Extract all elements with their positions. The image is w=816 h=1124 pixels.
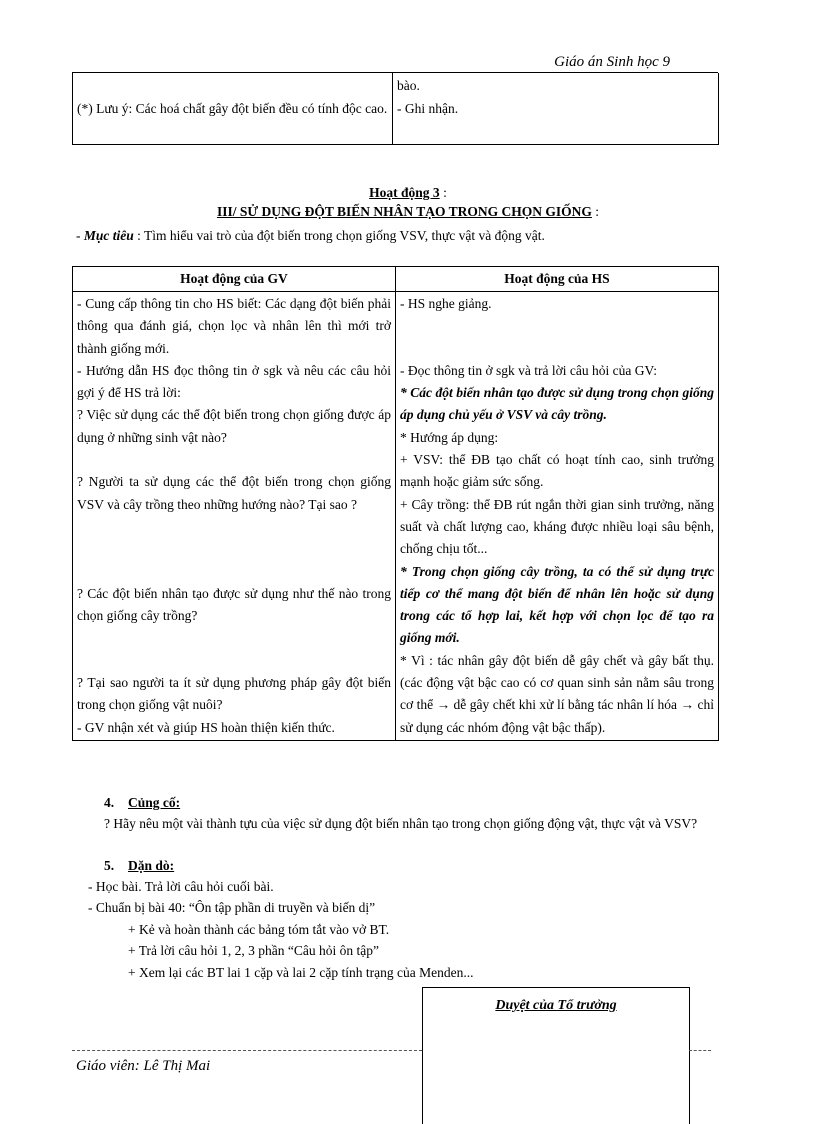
- goal-text: : Tìm hiểu vai trò của đột biến trong chọn giống VSV, thực vật và động vật.: [133, 228, 545, 243]
- header-gv: Hoạt động của GV: [73, 267, 396, 292]
- homework-number: 5.: [104, 858, 115, 873]
- gv-column: [73, 292, 396, 741]
- homework-subitem: + Trả lời câu hỏi 1, 2, 3 phần “Câu hỏi ôn tập”: [128, 943, 379, 959]
- homework-subitem: + Kẻ và hoàn thành các bảng tóm tắt vào vở BT.: [128, 921, 390, 937]
- gv-item: ? Các đột biến nhân tạo được sử dụng như thế nào trong chọn giống cây trồng?: [77, 585, 391, 624]
- footer-rule-right: [689, 1050, 711, 1051]
- section-suffix: :: [591, 204, 600, 219]
- approval-title: Duyệt của Tổ trưởng: [495, 998, 617, 1013]
- homework-item: - Học bài. Trả lời câu hỏi cuối bài.: [88, 879, 274, 894]
- footer-teacher: Giáo viên: Lê Thị Mai: [76, 1058, 211, 1074]
- hs-item: - Đọc thông tin ở sgk và trả lời câu hỏi của GV:: [400, 362, 657, 378]
- gv-item: - Hướng dẫn HS đọc thông tin ở sgk và nêu các câu hỏi gợi ý để HS trả lời:: [77, 362, 391, 401]
- note-toxic-chemicals: (*) Lưu ý: Các hoá chất gây đột biến đều có tính độc cao.: [77, 101, 388, 116]
- homework-heading: [104, 856, 174, 876]
- activity-table: [72, 266, 719, 741]
- page-header-subject: Giáo án Sinh học 9: [554, 54, 670, 70]
- consolidation-title: Củng cố:: [128, 795, 181, 810]
- section-heading: [0, 203, 816, 221]
- activity-heading: [0, 184, 816, 202]
- goal-line: - Mục tiêu : Tìm hiểu vai trò của đột biến trong chọn giống VSV, thực vật và động vật.: [76, 228, 545, 243]
- gv-item: - GV nhận xét và giúp HS hoàn thiện kiến thức.: [77, 719, 335, 735]
- hs-item: * Hướng áp dụng:: [400, 429, 499, 445]
- continued-hs-line: - Ghi nhận.: [397, 101, 459, 116]
- footer-rule-left: [72, 1050, 422, 1051]
- continued-gv-cell: [73, 73, 393, 145]
- consolidation-heading: [104, 793, 180, 813]
- homework-item: - Chuẩn bị bài 40: “Ôn tập phần di truyền và biến dị”: [88, 900, 376, 916]
- hs-column: [396, 292, 719, 741]
- hs-item: * Trong chọn giống cây trồng, ta có thể sử dụng trực tiếp cơ thể mang đột biến để nhân lên hoặc sử dụng trong các tổ hợp lai, kết hợp với chọn lọc để tạo ra giống mới.: [400, 563, 714, 646]
- hs-item: + VSV: thể ĐB tạo chất có hoạt tính cao, sinh trưởng mạnh hoặc giảm sức sống.: [400, 452, 714, 490]
- hs-item: * Các đột biến nhân tạo được sử dụng trong chọn giống áp dụng chủ yếu ở VSV và cây trồng.: [400, 385, 714, 423]
- homework-subitem: + Xem lại các BT lai 1 cặp và lai 2 cặp tính trạng của Menden...: [128, 964, 474, 980]
- consolidation-question: ? Hãy nêu một vài thành tựu của việc sử dụng đột biến nhân tạo trong chọn giống động vật, thực vật và VSV?: [104, 816, 698, 831]
- homework-title: Dặn dò:: [128, 858, 175, 873]
- gv-item: - Cung cấp thông tin cho HS biết: Các dạng đột biến phải thông qua đánh giá, chọn lọc và nhân lên thì mới trở thành giống mới.: [77, 296, 391, 356]
- hs-item: + Cây trồng: thể ĐB rút ngắn thời gian sinh trưởng, năng suất và chất lượng cao, kháng được nhiều loại sâu bệnh, chống chịu tốt...: [400, 496, 714, 557]
- gv-item: ? Việc sử dụng các thể đột biến trong chọn giống được áp dụng ở những sinh vật nào?: [77, 407, 391, 445]
- section-title: III/ SỬ DỤNG ĐỘT BIẾN NHÂN TẠO TRONG CHỌN GIỐNG: [216, 204, 592, 219]
- goal-label: Mục tiêu: [83, 228, 134, 243]
- activity-suffix: :: [439, 185, 447, 200]
- homework-list: [88, 876, 474, 983]
- consolidation-number: 4.: [104, 795, 115, 810]
- activity-label: Hoạt động 3: [369, 185, 440, 200]
- hs-item: * Vì : tác nhân gây đột biến dễ gây chết và gây bất thụ. (các động vật bậc cao có cơ quan sinh sản nằm sâu trong cơ thể → dễ gây chết khi xử lí bằng tác nhân lí hóa → chỉ sử dụng các nhóm động vật bậc thấp).: [400, 652, 714, 735]
- header-hs: Hoạt động của HS: [396, 267, 719, 292]
- continued-hs-line: bào.: [397, 78, 420, 93]
- continued-hs-cell: [393, 73, 719, 145]
- gv-item: ? Tại sao người ta ít sử dụng phương pháp gây đột biến trong chọn giống vật nuôi?: [77, 675, 391, 713]
- continued-table: [72, 73, 719, 145]
- approval-box: [422, 987, 690, 1124]
- gv-item: ? Người ta sử dụng các thể đột biến trong chọn giống VSV và cây trồng theo những hướng nào? Tại sao ?: [77, 474, 391, 512]
- hs-item: - HS nghe giảng.: [400, 296, 492, 311]
